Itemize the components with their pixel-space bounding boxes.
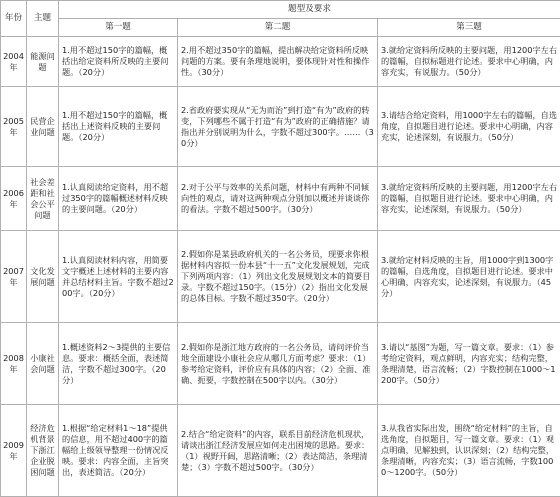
table-row	[1, 167, 560, 231]
q3-cell: 3.就给定材料反映的主旨，用1000字到1300字的篇幅，自选角度，自拟题目进行论述。要求中心明确，内容充实，论述深刻，有说服力。（45分）	[378, 231, 560, 323]
topic-cell: 文化发展问题	[27, 231, 59, 323]
q1-cell: 1.概述资料2～3提供的主要信息。要求：概括全面，表述简洁，字数不超过300字。（20分）	[59, 323, 178, 405]
year-cell: 2005年	[1, 87, 27, 167]
year-cell: 2006年	[1, 167, 27, 231]
header-q1: 第一题	[59, 19, 178, 37]
q2-cell: 2.用不超过350字的篇幅，提出解决给定资料所反映问题的方案。要有条理地说明，要体现针对性和操作性。（30分）	[178, 37, 378, 87]
header-q2: 第二题	[178, 19, 378, 37]
table-row	[1, 231, 560, 323]
q1-cell: 1.用不超过150字的篇幅，概括出上述资料反映的主要问题。（20分）	[59, 87, 178, 167]
q2-cell: 2.结合“给定资料”的内容，联系目前经济危机现状，请谈出浙江经济发展应如何走出困境的思路。要求：（1）视野开阔，思路清晰；（2）表达简洁，条理清楚；（3）字数不超过500字。（30分）	[178, 405, 378, 497]
q2-cell: 2.假如你是浙江地方政府的一名公务员，请问评价当地全面建设小康社会应从哪几方面考虑？要求：（1）参考给定资料，评价应有具体的内容；（2）全面、准确、扼要，字数控制在500字以内。（30分）	[178, 323, 378, 405]
topic-cell: 小康社会问题	[27, 323, 59, 405]
table-row	[1, 323, 560, 405]
q1-cell: 1.用不超过150字的篇幅，概括出给定资料所反映的主要问题。（20分）	[59, 37, 178, 87]
q2-cell: 2.对于公平与效率的关系问题，材料中有两种不同倾向性的观点，请对这两种观点分别加以概述并谈谈你的看法。字数不超过500字。（30分）	[178, 167, 378, 231]
topic-cell: 社会差距和社会公平问题	[27, 167, 59, 231]
q2-cell: 2.省政府要实现从“无为而治”到打造“有为”政府的转变，下列哪些不属于打造“有为”政府的正确措施？请指出并分别说明为什么，字数不超过300字。……（30分）	[178, 87, 378, 167]
year-cell: 2008年	[1, 323, 27, 405]
header-q3: 第三题	[378, 19, 560, 37]
q3-cell: 3.请以“基图”为题，写一篇文章。要求：（1）参考给定资料，观点鲜明，内容充实；结构完整，条理清楚，语言流畅；（2）字数控制在1000～1200字。（50分）	[378, 323, 560, 405]
q1-cell: 1.认真阅读给定资料，用不超过350字的篇幅概述材料反映的主要问题。（20分）	[59, 167, 178, 231]
topic-cell: 经济危机背景下浙江企业脱困问题	[27, 405, 59, 497]
year-cell: 2007年	[1, 231, 27, 323]
header-year: 年份	[1, 1, 27, 37]
q1-cell: 1.根据“给定材料1～18”提供的信息，用不超过400字的篇幅给上级领导整理一份情况反映。要求：内容全面，主旨突出，表述简洁。（20分）	[59, 405, 178, 497]
topic-cell: 能源问题	[27, 37, 59, 87]
q3-cell: 3.就给定资料所反映的主要问题，用1200字左右的篇幅，自拟标题进行论述。要求中心明确，内容充实，有说服力。（50分）	[378, 37, 560, 87]
q2-cell: 2.假如你是某县政府机关的一名公务员，现要求你根据材料内容拟一份本县“十一五”文化发展规划，完成下列两项内容：（1）列出文化发展规划文本的简要目录。字数不超过150字。（15分）（2）指出文化发展的总体目标。字数不超过350字。（20分）	[178, 231, 378, 323]
q3-cell: 3.从我省实际出发，围绕“给定材料”的主旨，自选角度，自拟题目，写一篇文章。要求：（1）观点明确，见解独到，认识深刻；（2）结构完整，条理清晰，内容充实；（3）语言流畅，字数1000～1200字。（50分）	[378, 405, 560, 497]
year-cell: 2004年	[1, 37, 27, 87]
q1-cell: 1.认真阅读材料内容，用简要文字概述上述材料的主要内容并总结材料主旨。字数不超过200字。（20分）	[59, 231, 178, 323]
table-row	[1, 87, 560, 167]
header-group: 题型及要求	[59, 1, 560, 19]
q3-cell: 3.请结合给定资料，用1000字左右的篇幅，自选角度，自拟题目进行论述。要求中心明确，内容充实，论述深刻，有说服力。（50分）	[378, 87, 560, 167]
header-topic: 主题	[27, 1, 59, 37]
table-row	[1, 37, 560, 87]
q3-cell: 3.就给定资料所反映的主要问题，用1200字左右的篇幅，自拟题目进行论述。要求中心明确，内容充实，论述深刻，有说服力。（50分）	[378, 167, 560, 231]
table-row	[1, 405, 560, 497]
topic-cell: 民营企业问题	[27, 87, 59, 167]
year-cell: 2009年	[1, 405, 27, 497]
